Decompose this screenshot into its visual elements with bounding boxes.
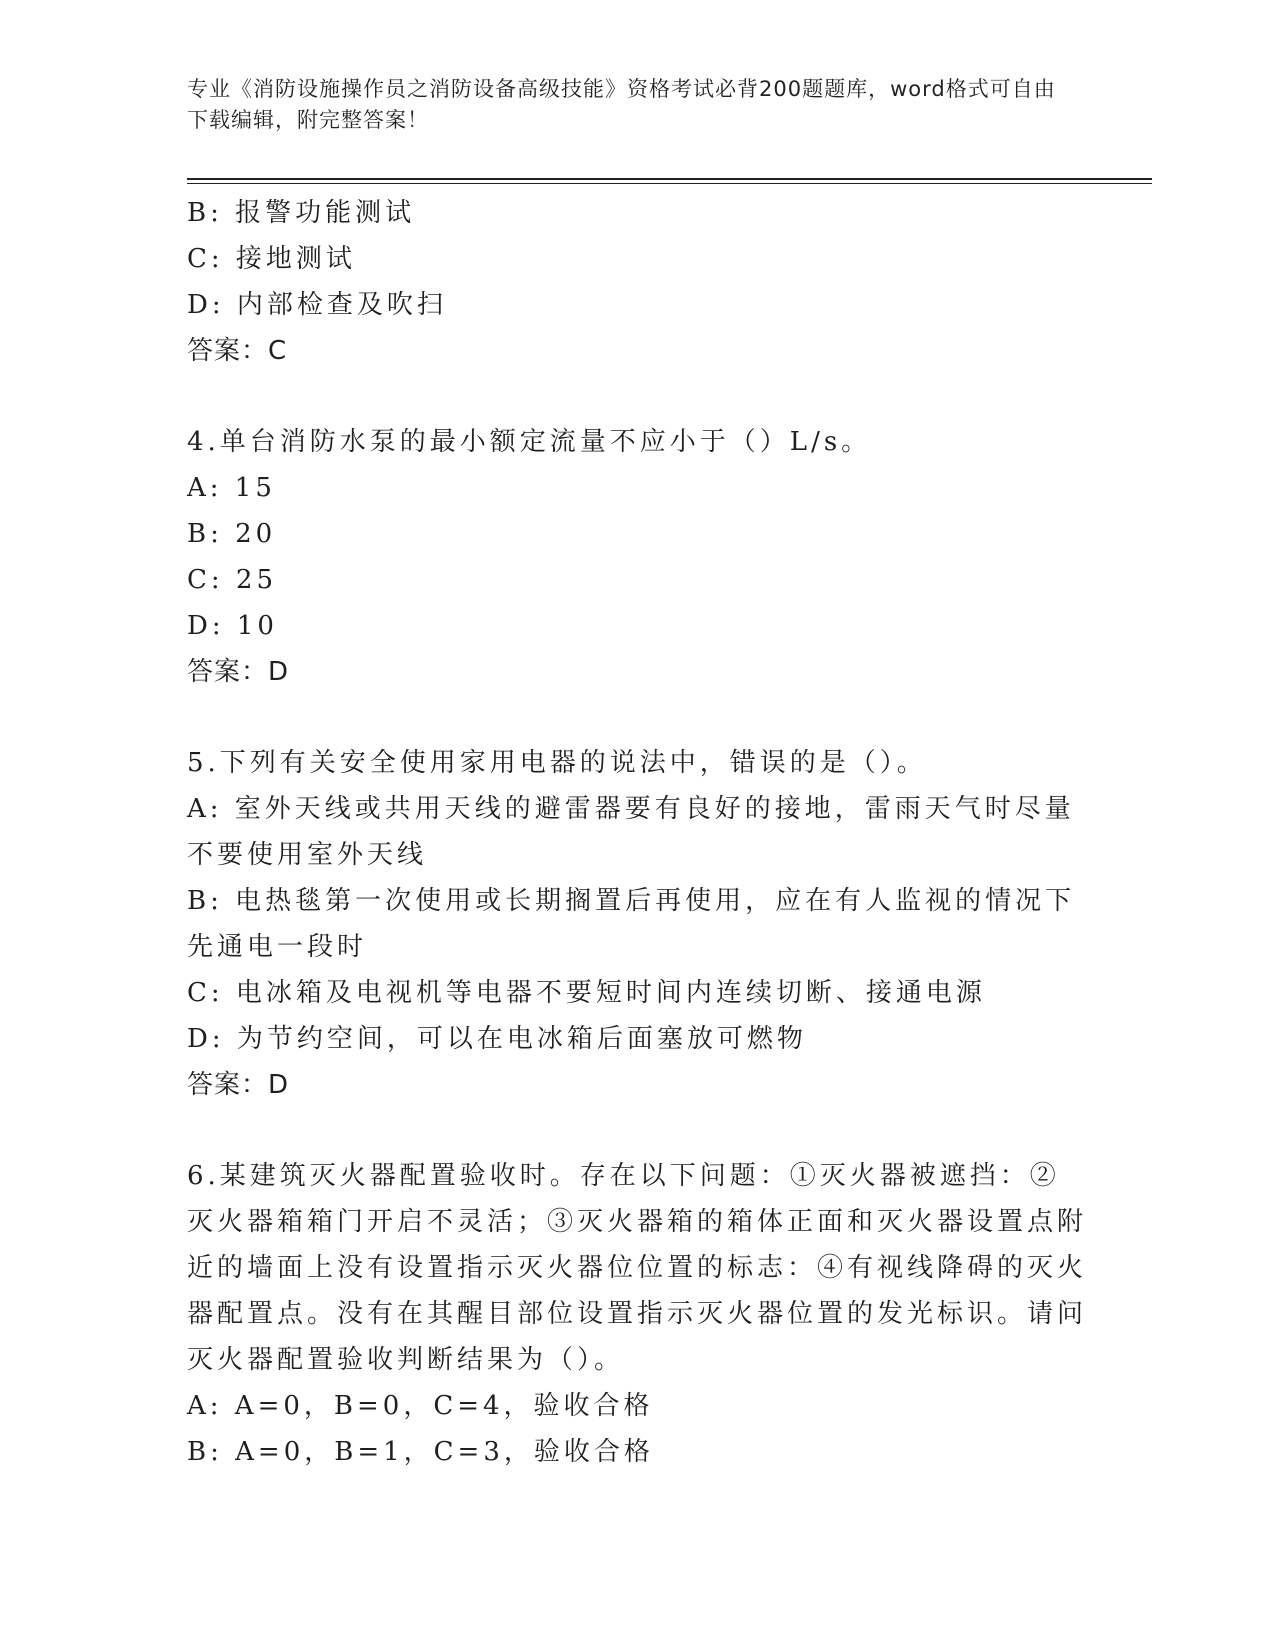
question-content — [187, 190, 1087, 1475]
option-d: D: 内部检查及吹扫 — [187, 290, 447, 320]
option-c: C: 接地测试 — [187, 244, 356, 274]
document-header: 专业《消防设施操作员之消防设备高级技能》资格考试必背200题题库，word格式可自由下载编辑，附完整答案！ — [187, 77, 1056, 132]
answer-line: 答案：D — [187, 1070, 290, 1100]
option-a: A: 15 — [187, 473, 276, 503]
header-rule-thin — [187, 183, 1152, 184]
answer-line: 答案：C — [187, 336, 288, 366]
header-rule-thick — [187, 178, 1152, 180]
option-d: D: 为节约空间，可以在电冰箱后面塞放可燃物 — [187, 1024, 807, 1054]
question-4 — [187, 419, 1087, 695]
question-3-tail — [187, 190, 1087, 374]
spacer — [187, 1108, 1087, 1153]
option-a: A: A=0，B=0，C=4，验收合格 — [187, 1391, 654, 1421]
question-text: 4.单台消防水泵的最小额定流量不应小于（）L/s。 — [187, 427, 872, 457]
spacer — [187, 374, 1087, 419]
option-b: B: 20 — [187, 519, 277, 549]
option-a: A: 室外天线或共用天线的避雷器要有良好的接地，雷雨天气时尽量不要使用室外天线 — [187, 794, 1075, 870]
spacer — [187, 695, 1087, 740]
question-5 — [187, 740, 1087, 1108]
question-text: 5.下列有关安全使用家用电器的说法中，错误的是（）。 — [187, 748, 927, 778]
option-b: B: A=0，B=1，C=3，验收合格 — [187, 1437, 654, 1467]
option-b: B: 报警功能测试 — [187, 198, 416, 228]
option-c: C: 电冰箱及电视机等电器不要短时间内连续切断、接通电源 — [187, 978, 986, 1008]
option-c: C: 25 — [187, 565, 278, 595]
answer-line: 答案：D — [187, 657, 290, 687]
question-text: 6.某建筑灭火器配置验收时。存在以下问题：①灭火器被遮挡：②灭火器箱箱门开启不灵活；③灭火器箱的箱体正面和灭火器设置点附近的墙面上没有设置指示灭火器位位置的标志：④有视线降碍的灭火器配置点。没有在其醒目部位设置指示灭火器位置的发光标识。请问灭火器配置验收判断结果为（）。 — [187, 1161, 1088, 1375]
option-b: B: 电热毯第一次使用或长期搁置后再使用，应在有人监视的情况下先通电一段时 — [187, 886, 1076, 962]
option-d: D: 10 — [187, 611, 278, 641]
question-6 — [187, 1153, 1087, 1475]
